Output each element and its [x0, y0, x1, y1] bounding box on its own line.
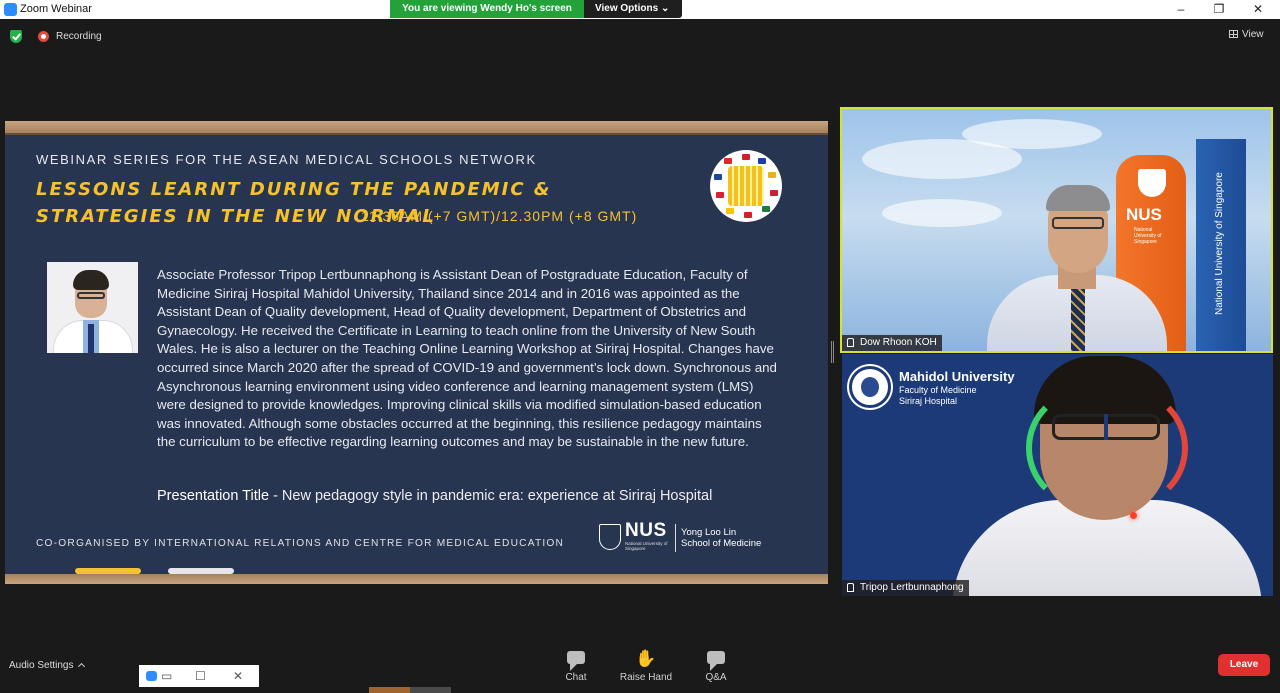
view-label: View	[1242, 29, 1264, 40]
recording-label: Recording	[56, 31, 102, 42]
video-tile[interactable]	[842, 354, 1273, 596]
floating-mini-window[interactable]	[139, 665, 259, 687]
nus-logo-divider	[675, 524, 676, 552]
mahidol-seal-icon	[849, 366, 891, 408]
maximize-button[interactable]: ❐	[1213, 2, 1225, 16]
taskbar-item[interactable]	[369, 687, 410, 693]
close-button[interactable]: ✕	[1252, 2, 1264, 16]
panel-splitter-handle[interactable]	[831, 341, 834, 363]
background-faculty-line2: Siriraj Hospital	[899, 396, 958, 406]
background-faculty	[899, 385, 977, 407]
recording-icon	[38, 31, 49, 42]
presentation-title-text: - New pedagogy style in pandemic era: experience at Siriraj Hospital	[269, 488, 713, 504]
zoom-icon	[4, 3, 17, 16]
viewing-screen-label: You are viewing Wendy Ho's screen	[390, 0, 584, 18]
sky-cloud	[962, 119, 1102, 149]
photo-hair	[73, 270, 109, 290]
qa-label: Q&A	[705, 672, 727, 683]
slide-frame-bottom	[5, 574, 828, 584]
nus-logo-text: NUS	[625, 520, 667, 541]
background-faculty-line1: Faculty of Medicine	[899, 385, 977, 395]
grid-view-icon	[1229, 30, 1238, 38]
window-title: Zoom Webinar	[20, 3, 92, 15]
participant-tie	[1071, 289, 1085, 353]
share-banner	[390, 0, 682, 18]
window-switch-icon[interactable]: ▭	[161, 669, 173, 683]
pin-icon	[847, 583, 854, 592]
close-icon[interactable]: ✕	[233, 669, 244, 683]
flag-icon	[724, 158, 732, 164]
raise-hand-button[interactable]	[616, 648, 676, 688]
shared-screen	[5, 121, 828, 584]
view-options-button[interactable]: View Options ⌄	[595, 3, 670, 14]
chat-icon	[546, 648, 606, 670]
slide-frame-top	[5, 121, 828, 135]
audio-settings-button[interactable]	[9, 660, 84, 671]
flag-icon	[744, 212, 752, 218]
photo-glasses	[77, 292, 105, 299]
taskbar-item[interactable]	[410, 687, 451, 693]
speaker-photo	[47, 262, 138, 353]
background-nus-text: NUS	[1126, 205, 1162, 224]
minimize-button[interactable]: –	[1177, 2, 1185, 16]
nus-school-name	[681, 527, 761, 549]
microphone-light	[1130, 512, 1137, 519]
flag-icon	[726, 208, 734, 214]
chat-button[interactable]	[546, 648, 606, 688]
zoom-icon	[146, 671, 157, 681]
nus-crest-icon	[1138, 169, 1166, 197]
participant-name: Tripop Lertbunnaphong	[860, 582, 964, 593]
asean-emblem-icon	[728, 166, 764, 206]
participant-name-tag	[842, 335, 942, 351]
raise-hand-label: Raise Hand	[619, 672, 673, 683]
slide-headline: LESSONS LEARNT DURING THE PANDEMIC & STRATEGIES IN THE NEW NORMAL	[36, 179, 552, 227]
qa-button[interactable]	[686, 648, 746, 688]
presentation-title-label: Presentation Title	[157, 488, 270, 504]
participant-glasses	[1052, 217, 1104, 229]
chevron-up-icon	[77, 663, 84, 670]
nus-school-line1: Yong Loo Lin	[681, 527, 737, 538]
chalk-yellow	[75, 568, 141, 574]
flag-icon	[770, 190, 778, 196]
flag-icon	[716, 192, 724, 198]
nus-school-line2: School of Medicine	[681, 538, 762, 549]
speaker-bio: Associate Professor Tripop Lertbunnaphong is Assistant Dean of Postgraduate Education, Faculty of Medicine Siriraj Hospital Mahidol University, Thailand since 2014 and in 2016 was appointed as the Assistant Dean of Quality development, Head of Quality development, Department of Obstetrics and Gynaecology. He received the Certificate in Learning to teach online from the University of New South Wales. He is also a lecturer on the Teaching Online Learning Workshop at Siriraj Hospital. Changes have occurred since March 2020 after the spread of COVID-19 and government’s lock down. Synchronous and Asynchronous learning environment using video conference and learning management system (LMS) were designed to provide knowledges. Improving clinical skills via modified simulation-based education was innovated. Although some obstacles occurred at the beginning, this resilience pedagogy maintains the curriculum to be effective regarding learning outcomes and may be sustainable in the new future.	[157, 267, 777, 450]
slide-series-title: WEBINAR SERIES FOR THE ASEAN MEDICAL SCHOOLS NETWORK	[36, 152, 537, 167]
encryption-shield-icon[interactable]	[10, 30, 22, 43]
flag-icon	[762, 206, 770, 212]
participant-name-tag	[842, 580, 969, 596]
participant-name: Dow Rhoon KOH	[860, 337, 937, 348]
nus-crest-icon	[599, 524, 621, 550]
participant-hair	[1046, 185, 1110, 211]
slide-time: 11.30AM (+7 GMT)/12.30PM (+8 GMT)	[361, 208, 638, 224]
background-nus-subtext: National University of Singapore	[1134, 227, 1162, 245]
view-button[interactable]	[1229, 27, 1273, 43]
background-vertical-text: National University of Singapore	[1214, 172, 1225, 315]
background-university-name: Mahidol University	[899, 369, 1015, 384]
flag-icon	[714, 174, 722, 180]
chat-label: Chat	[565, 672, 587, 683]
flag-icon	[742, 154, 750, 160]
hand-icon: ✋	[635, 649, 657, 668]
presentation-title	[157, 488, 797, 504]
asean-logo	[710, 150, 782, 222]
coorganised-text: CO-ORGANISED BY INTERNATIONAL RELATIONS AND CENTRE FOR MEDICAL EDUCATION	[36, 538, 565, 549]
leave-button[interactable]: Leave	[1218, 654, 1270, 676]
headset-icon	[1026, 388, 1188, 508]
chalk-white	[168, 568, 234, 574]
sky-cloud	[882, 199, 1002, 227]
background-blue-pillar	[1196, 139, 1246, 351]
video-tile-active-speaker[interactable]	[840, 107, 1273, 353]
flag-icon	[768, 172, 776, 178]
photo-tie	[88, 324, 94, 353]
qa-icon	[686, 648, 746, 670]
pin-icon	[847, 338, 854, 347]
flag-icon	[758, 158, 766, 164]
taskbar-strip	[369, 687, 451, 693]
nus-logo-subtext: National University of Singapore	[625, 541, 668, 551]
audio-settings-label: Audio Settings	[9, 660, 74, 671]
maximize-icon[interactable]: ☐	[195, 669, 206, 683]
title-bar	[0, 0, 1280, 19]
